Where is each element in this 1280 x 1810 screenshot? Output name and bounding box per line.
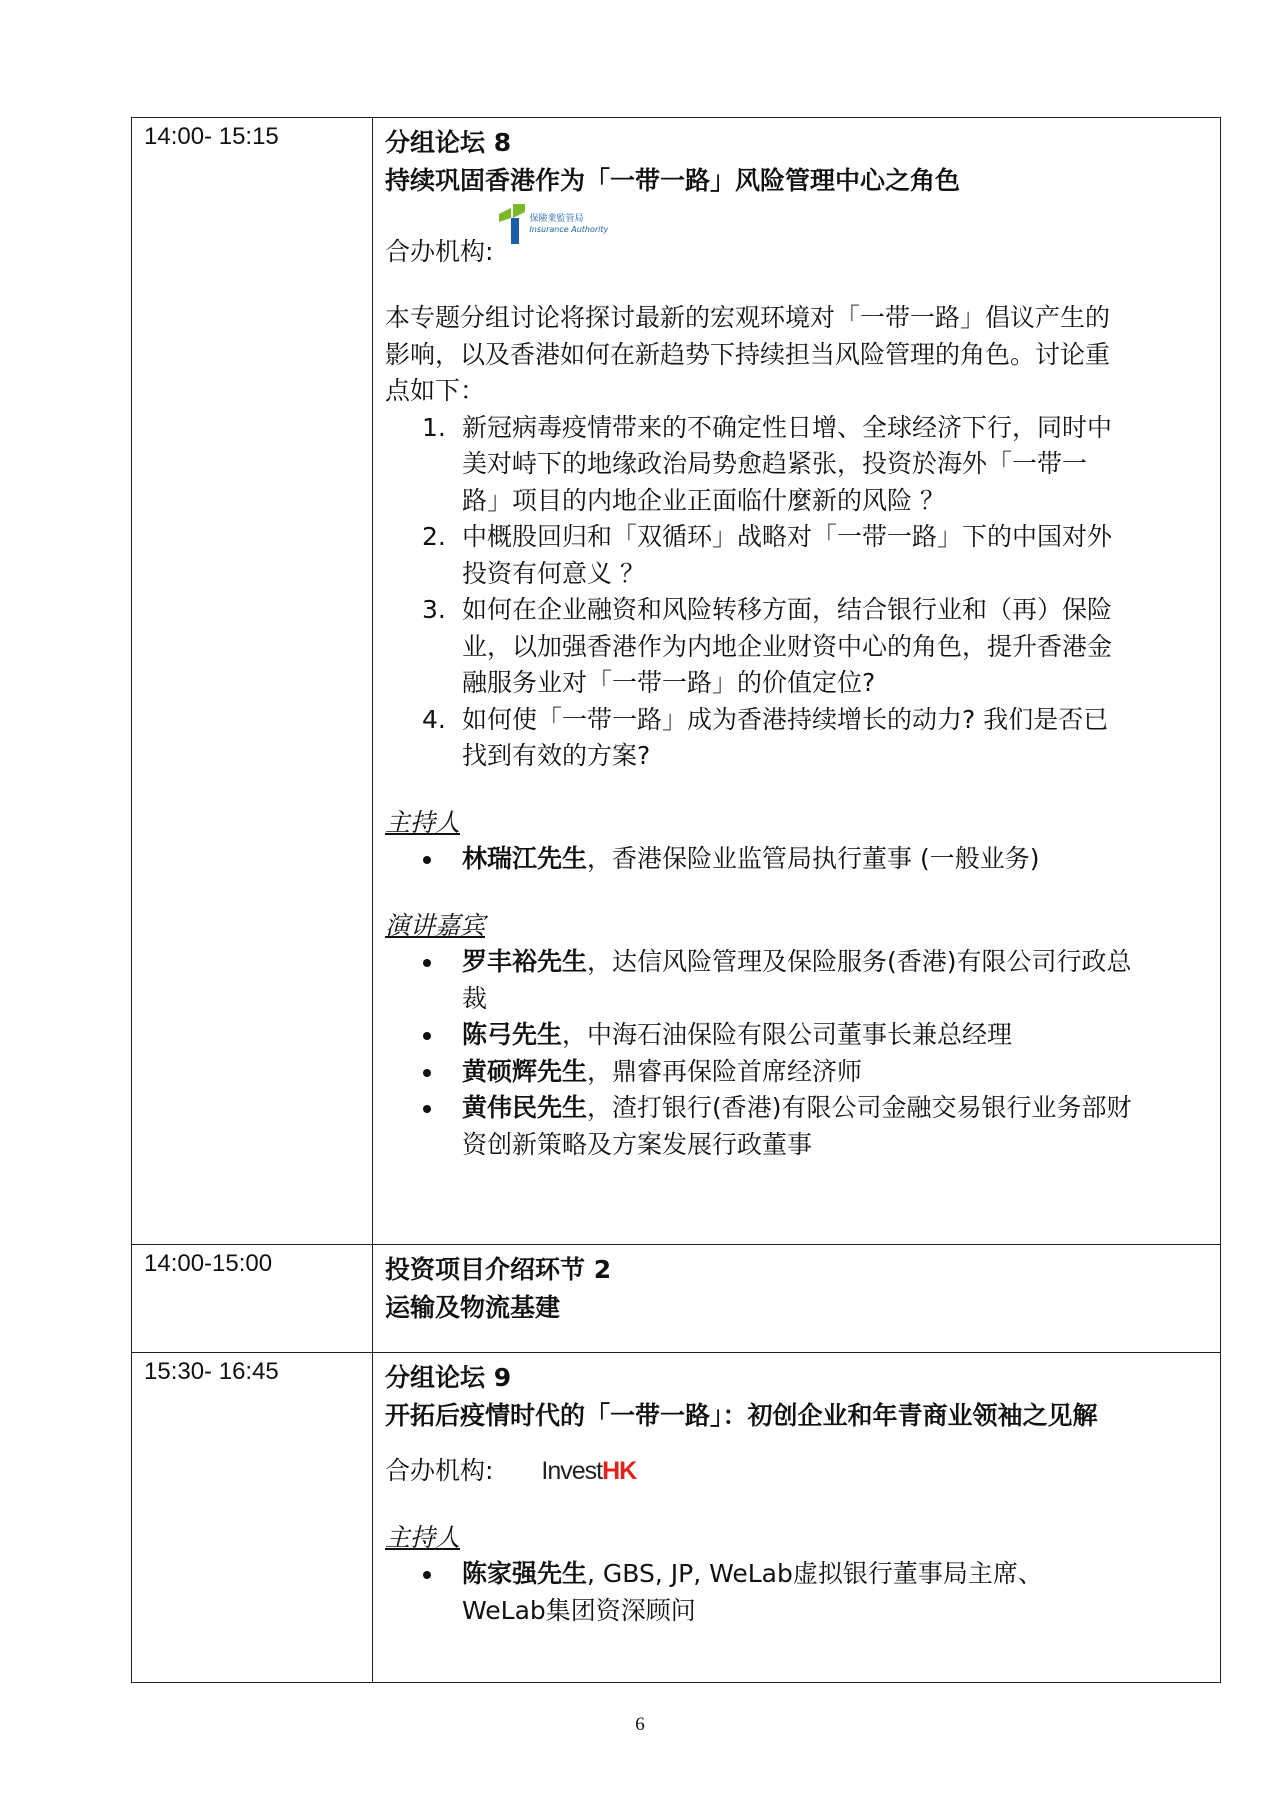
list-item: 黄硕辉先生，鼎睿再保险首席经济师 xyxy=(462,1054,1206,1091)
speakers-heading: 演讲嘉宾 xyxy=(385,910,486,940)
insurance-authority-logo xyxy=(497,204,608,244)
time-cell xyxy=(132,118,373,1245)
content-cell xyxy=(373,118,1221,1245)
agenda-row-forum-9 xyxy=(132,1353,1221,1683)
session-title: 分组论坛 9 xyxy=(385,1363,512,1392)
list-item: 1. 新冠病毒疫情带来的不确定性日增、全球经济下行，同时中 美对峙下的地缘政治局势愈趋紧张，投资於海外「一带一 路」项目的内地企业正面临什麼新的风险 ？ xyxy=(422,412,1113,515)
list-item: 陈弓先生，中海石油保险有限公司董事长兼总经理 xyxy=(462,1017,1206,1054)
session-title: 分组论坛 8 xyxy=(385,128,512,157)
session-subtitle: 运输及物流基建 xyxy=(385,1293,561,1322)
time-cell xyxy=(132,1353,373,1683)
list-item: 黄伟民先生，渣打银行(香港)有限公司金融交易银行业务部财 资创新策略及方案发展行政董事 xyxy=(462,1090,1206,1163)
co-organiser-row xyxy=(385,1453,1206,1490)
page-number: 6 xyxy=(635,1714,645,1735)
insurance-authority-logo-text: 保險業監管局 Insurance Authority xyxy=(529,213,609,234)
agenda-row-forum-8 xyxy=(132,118,1221,1245)
list-item: 罗丰裕先生，达信风险管理及保险服务(香港)有限公司行政总 裁 xyxy=(462,944,1206,1017)
moderator-list xyxy=(385,841,1206,878)
list-item: 林瑞江先生，香港保险业监管局执行董事 (一般业务) xyxy=(462,841,1206,878)
time-slot: 14:00- 15:15 xyxy=(144,123,279,150)
speaker-list xyxy=(385,944,1206,1163)
intro-paragraph: 本专题分组讨论将探讨最新的宏观环境对「一带一路」倡议产生的 影响，以及香港如何在新趋势下持续担当风险管理的角色。讨论重 点如下： xyxy=(385,303,1111,405)
insurance-authority-logo-icon xyxy=(497,204,527,244)
session-title: 投资项目介绍环节 2 xyxy=(385,1255,612,1284)
list-item: 3. 如何在企业融资和风险转移方面，结合银行业和（再）保险 业，以加强香港作为内地企业财资中心的角色，提升香港金 融服务业对「一带一路」的价值定位? xyxy=(422,595,1113,697)
time-slot: 14:00-15:00 xyxy=(144,1250,273,1277)
session-subtitle: 持续巩固香港作为「一带一路」风险管理中心之角色 xyxy=(385,166,961,195)
time-cell xyxy=(132,1245,373,1353)
moderator-heading: 主持人 xyxy=(385,807,461,837)
agenda-table xyxy=(131,117,1221,1683)
time-slot: 15:30- 16:45 xyxy=(144,1358,279,1385)
co-organiser-label: 合办机构: xyxy=(385,236,494,266)
list-item: 4. 如何使「一带一路」成为香港持续增长的动力? 我们是否已 找到有效的方案? xyxy=(422,704,1109,770)
moderator-heading: 主持人 xyxy=(385,1522,461,1552)
content-cell xyxy=(373,1353,1221,1683)
session-subtitle: 开拓后疫情时代的「一带一路」：初创企业和年青商业领袖之见解 xyxy=(385,1401,1098,1430)
discussion-points xyxy=(385,410,1206,775)
list-item: 2. 中概股回归和「双循环」战略对「一带一路」下的中国对外 投资有何意义 ？ xyxy=(422,522,1113,588)
investhk-logo: InvestHK xyxy=(541,1457,637,1485)
co-organiser-label: 合办机构: xyxy=(385,1456,494,1485)
co-organiser-row xyxy=(385,200,1206,270)
moderator-list xyxy=(385,1556,1206,1629)
content-cell xyxy=(373,1245,1221,1353)
agenda-row-project-session-2 xyxy=(132,1245,1221,1353)
list-item: 陈家强先生, GBS, JP, WeLab虚拟银行董事局主席、 WeLab集团资深顾问 xyxy=(462,1556,1206,1629)
